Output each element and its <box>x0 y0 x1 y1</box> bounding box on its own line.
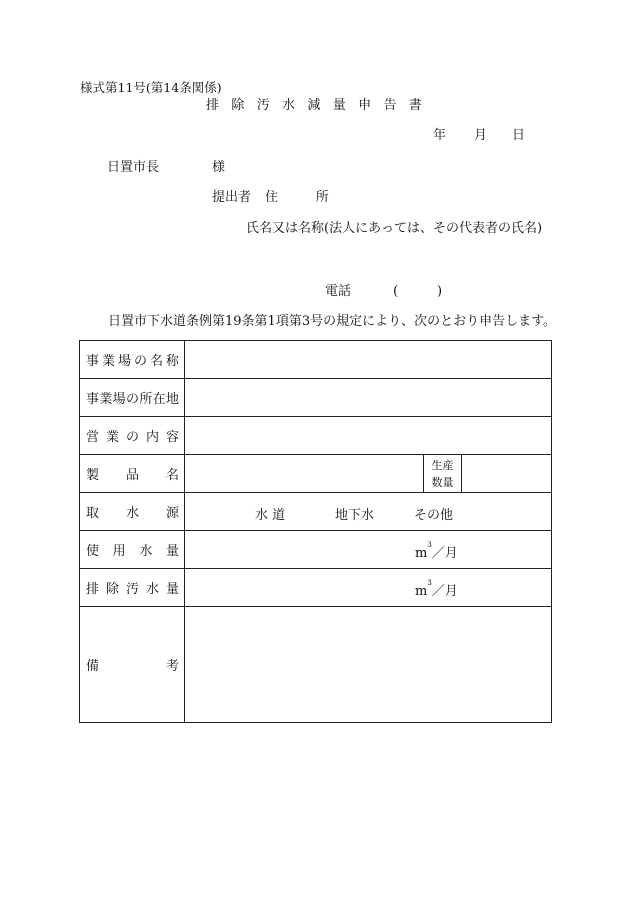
label-char: 汚 <box>125 582 139 597</box>
label-char: 在 <box>152 392 166 407</box>
label-char: 量 <box>165 544 179 559</box>
label-char: 場 <box>117 354 131 369</box>
production-qty-label <box>423 455 462 492</box>
date-month-label: 月 <box>474 128 488 143</box>
business-location-field[interactable] <box>185 379 552 417</box>
water-source-option-groundwater[interactable]: 地下水 <box>335 508 375 523</box>
discharge-volume-unit: $m^3/$月 <box>415 579 458 599</box>
label-char: 除 <box>105 582 119 597</box>
table-row <box>80 607 552 723</box>
label-char: 備 <box>86 659 100 674</box>
label-char: 考 <box>165 659 179 674</box>
label-char: 名 <box>149 354 163 369</box>
form-number: 様式第11号(第14条関係) <box>80 80 222 95</box>
label-char: 地 <box>165 392 179 407</box>
table-row <box>80 417 552 455</box>
phone-open-paren: ( <box>393 284 399 299</box>
table-row <box>80 569 552 607</box>
table-row <box>80 455 552 493</box>
discharge-volume-label <box>80 569 185 607</box>
label-char: 業 <box>101 354 115 369</box>
honorific: 様 <box>212 160 226 175</box>
business-content-label <box>80 417 185 455</box>
business-location-label <box>80 379 185 417</box>
date-year-label: 年 <box>433 128 447 143</box>
product-name-field[interactable] <box>185 455 552 493</box>
label-char: 事 <box>86 392 100 407</box>
statement: 日置市下水道条例第19条第1項第3号の規定により、次のとおり申告します。 <box>108 314 557 329</box>
label-char: 場 <box>112 392 126 407</box>
label-char: 製 <box>86 468 100 483</box>
label-char: 所 <box>139 392 153 407</box>
water-usage-unit: $m^3/$月 <box>415 541 458 561</box>
business-content-field[interactable] <box>185 417 552 455</box>
name-label: 氏名又は名称(法人にあっては、その代表者の氏名) <box>246 221 543 236</box>
remarks-field[interactable] <box>185 607 552 723</box>
label-char: 取 <box>86 506 100 521</box>
label-char: 品 <box>125 468 139 483</box>
label-char: 量 <box>165 582 179 597</box>
submitter-label: 提出者 <box>212 190 252 205</box>
discharge-volume-field[interactable] <box>185 569 552 607</box>
label-char: の <box>125 392 139 407</box>
business-name-label <box>80 341 185 379</box>
remarks-label <box>80 607 185 723</box>
water-usage-field[interactable] <box>185 531 552 569</box>
label-char: 業 <box>99 392 113 407</box>
label-char: 排 <box>86 582 100 597</box>
production-qty-label-line1: 生産 <box>431 458 454 472</box>
declaration-table <box>79 340 552 723</box>
label-char: の <box>133 354 147 369</box>
label-char: 水 <box>139 544 153 559</box>
production-qty-label-line2: 数量 <box>431 475 454 489</box>
label-char: 容 <box>165 430 179 445</box>
water-source-option-other[interactable]: その他 <box>414 508 454 523</box>
table-row <box>80 531 552 569</box>
label-char: 使 <box>86 544 100 559</box>
water-usage-label <box>80 531 185 569</box>
phone-label: 電話 <box>325 284 352 299</box>
label-char: 営 <box>86 430 100 445</box>
label-char: 名 <box>165 468 179 483</box>
label-char: 称 <box>165 354 179 369</box>
label-char: の <box>125 430 139 445</box>
table-row <box>80 493 552 531</box>
label-char: 業 <box>105 430 119 445</box>
label-char: 水 <box>125 506 139 521</box>
table-row <box>80 341 552 379</box>
water-source-option-tap[interactable]: 水 道 <box>255 508 286 523</box>
document-title: 排除汚水減量申告書 <box>206 98 435 113</box>
date-day-label: 日 <box>512 128 526 143</box>
water-source-label <box>80 493 185 531</box>
label-char: 水 <box>145 582 159 597</box>
label-char: 内 <box>145 430 159 445</box>
label-char: 源 <box>165 506 179 521</box>
table-row <box>80 379 552 417</box>
addressee: 日置市長 <box>107 160 160 175</box>
label-char: 事 <box>86 354 100 369</box>
water-source-field <box>185 493 552 531</box>
label-char: 用 <box>112 544 126 559</box>
business-name-field[interactable] <box>185 341 552 379</box>
address-label: 住所 <box>265 190 367 205</box>
phone-close-paren: ) <box>437 284 443 299</box>
product-name-label <box>80 455 185 493</box>
